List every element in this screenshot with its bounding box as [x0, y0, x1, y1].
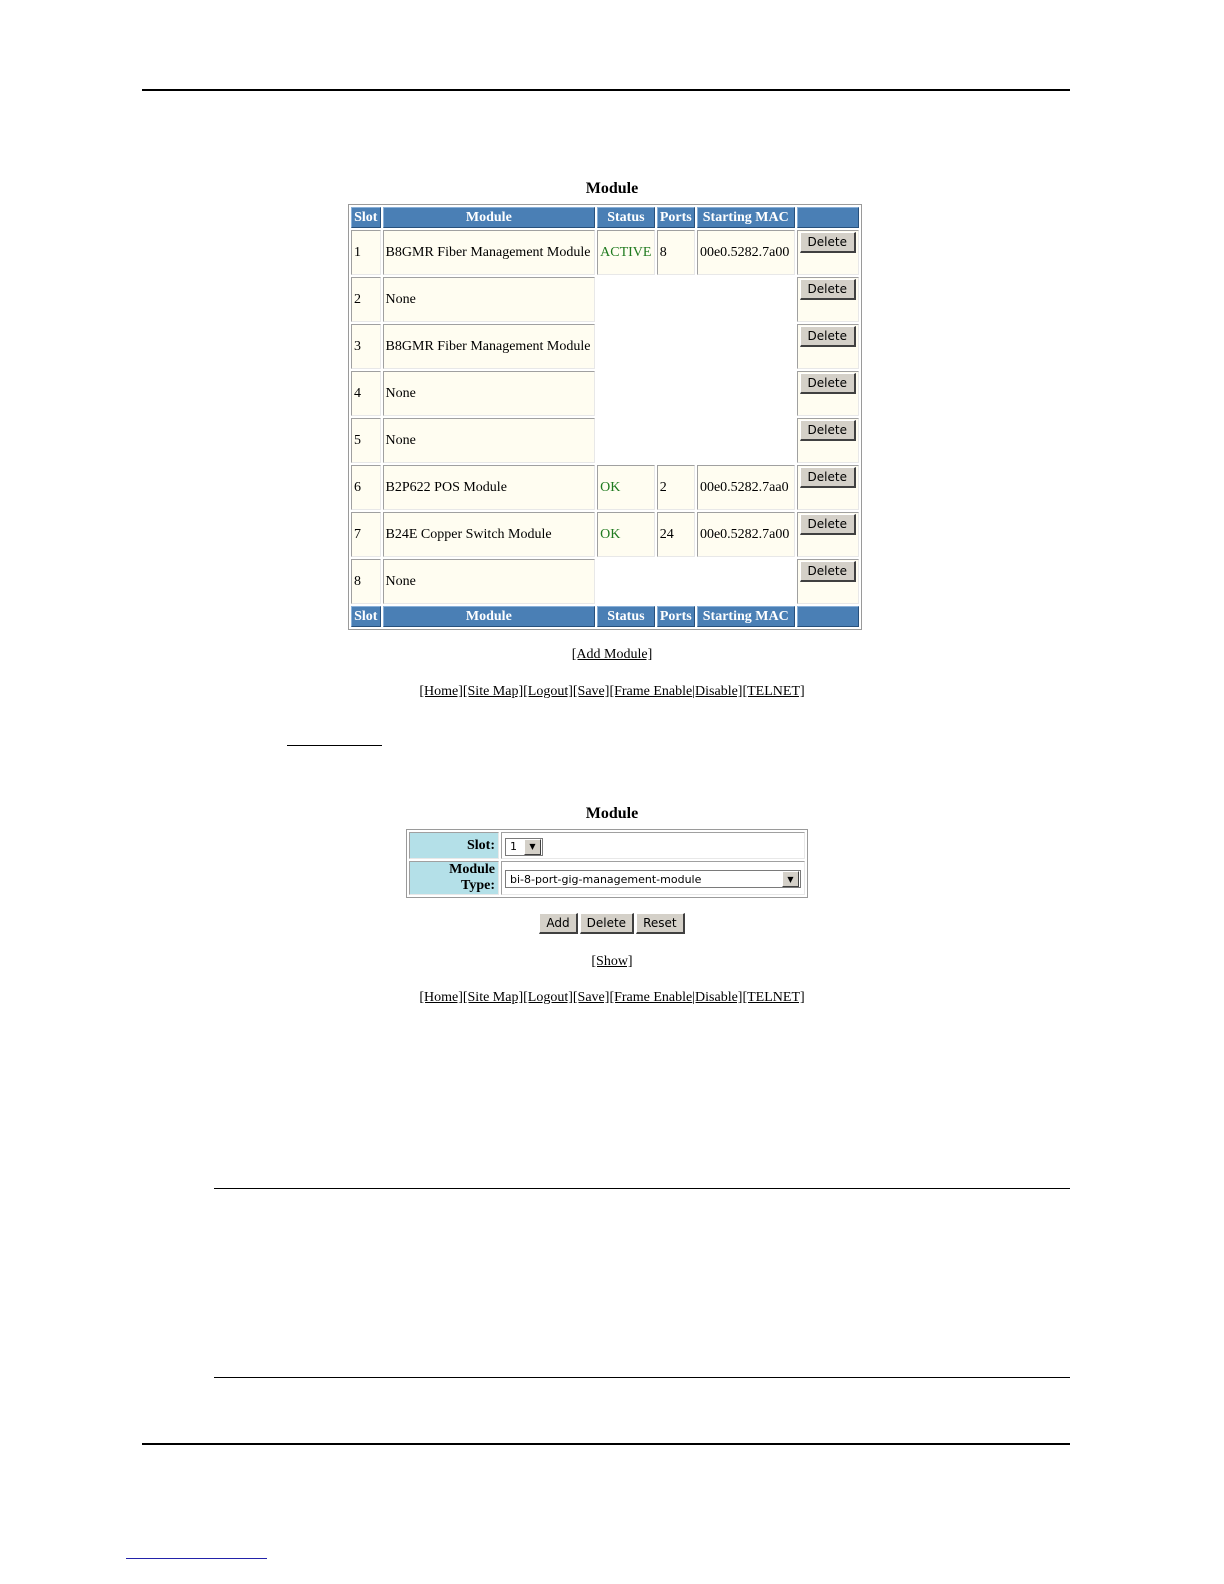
table-footer-row — [351, 606, 859, 627]
table-row — [351, 277, 859, 322]
chevron-down-icon[interactable]: ▼ — [524, 839, 541, 855]
header-action — [797, 207, 859, 228]
mac-cell: 00e0.5282.7a00 — [697, 512, 795, 557]
delete-row-button[interactable]: Delete — [800, 373, 856, 394]
note-top-rule — [214, 1188, 1070, 1189]
slot-cell — [501, 832, 805, 859]
slot-select-value: 1 — [510, 840, 517, 854]
empty-cell — [597, 418, 794, 463]
chevron-down-icon[interactable]: ▼ — [782, 871, 799, 887]
header-status: Status — [597, 207, 655, 228]
table-row — [351, 230, 859, 275]
action-cell — [797, 418, 859, 463]
module-cell: None — [383, 559, 596, 604]
telnet-link[interactable]: [TELNET] — [742, 990, 805, 1005]
footer-starting-mac: Starting MAC — [697, 606, 795, 627]
slot-cell: 3 — [351, 324, 381, 369]
add-module-link[interactable]: [Add Module] — [571, 647, 653, 662]
nav-links-2 — [0, 990, 1224, 1006]
show-link[interactable]: [Show] — [591, 954, 633, 969]
telnet-link[interactable]: [TELNET] — [742, 684, 805, 699]
module-type-select[interactable] — [505, 870, 801, 888]
save-link[interactable]: [Save] — [572, 684, 610, 699]
ports-cell: 2 — [657, 465, 695, 510]
status-cell: OK — [597, 512, 655, 557]
table-row — [351, 324, 859, 369]
action-cell — [797, 371, 859, 416]
slot-cell: 6 — [351, 465, 381, 510]
footer-module: Module — [383, 606, 596, 627]
logout-link[interactable]: [Logout] — [523, 990, 573, 1005]
slot-label: Slot: — [409, 832, 499, 859]
empty-cell — [597, 371, 794, 416]
module-cell: None — [383, 277, 596, 322]
action-cell — [797, 512, 859, 557]
status-cell: OK — [597, 465, 655, 510]
module-type-select-value: bi-8-port-gig-management-module — [510, 872, 702, 886]
frame-enable-link[interactable]: [Frame Enable — [609, 990, 693, 1005]
module-form-title: Module — [585, 805, 639, 822]
delete-row-button[interactable]: Delete — [800, 420, 856, 441]
frame-enable-link[interactable]: [Frame Enable — [609, 684, 693, 699]
slot-cell: 5 — [351, 418, 381, 463]
delete-row-button[interactable]: Delete — [800, 561, 856, 582]
slot-select[interactable] — [505, 838, 543, 856]
mac-cell: 00e0.5282.7aa0 — [697, 465, 795, 510]
module-cell: B2P622 POS Module — [383, 465, 596, 510]
footer-ports: Ports — [657, 606, 695, 627]
module-cell: B24E Copper Switch Module — [383, 512, 596, 557]
table-row — [351, 512, 859, 557]
action-cell — [797, 559, 859, 604]
save-link[interactable]: [Save] — [572, 990, 610, 1005]
table-row — [351, 559, 859, 604]
module-form-table — [406, 829, 808, 898]
module-cell: B8GMR Fiber Management Module — [383, 230, 596, 275]
slot-cell: 2 — [351, 277, 381, 322]
top-rule — [142, 89, 1070, 91]
footer-action — [797, 606, 859, 627]
empty-cell — [597, 277, 794, 322]
action-cell — [797, 324, 859, 369]
reset-button[interactable]: Reset — [636, 913, 685, 934]
slot-row — [409, 832, 805, 859]
note-bottom-rule — [214, 1377, 1070, 1378]
delete-button[interactable]: Delete — [580, 913, 634, 934]
delete-row-button[interactable]: Delete — [800, 279, 856, 300]
ports-cell: 8 — [657, 230, 695, 275]
slot-cell: 1 — [351, 230, 381, 275]
module-type-cell — [501, 861, 805, 895]
module-type-label: Module Type: — [409, 861, 499, 895]
form-button-row — [0, 912, 1224, 934]
delete-row-button[interactable]: Delete — [800, 514, 856, 535]
slot-cell: 4 — [351, 371, 381, 416]
empty-cell — [597, 324, 794, 369]
action-cell — [797, 277, 859, 322]
header-ports: Ports — [657, 207, 695, 228]
site-map-link[interactable]: [Site Map] — [462, 990, 524, 1005]
table-row — [351, 465, 859, 510]
bottom-rule — [142, 1443, 1070, 1445]
table-row — [351, 371, 859, 416]
header-module: Module — [383, 207, 596, 228]
action-cell — [797, 230, 859, 275]
delete-row-button[interactable]: Delete — [800, 326, 856, 347]
short-rule — [287, 745, 382, 746]
slot-cell: 7 — [351, 512, 381, 557]
footer-link-underline — [126, 1558, 267, 1559]
status-cell: ACTIVE — [597, 230, 655, 275]
logout-link[interactable]: [Logout] — [523, 684, 573, 699]
add-button[interactable]: Add — [539, 913, 577, 934]
delete-row-button[interactable]: Delete — [800, 467, 856, 488]
add-module-row — [0, 647, 1224, 663]
action-cell — [797, 465, 859, 510]
empty-cell — [597, 559, 794, 604]
site-map-link[interactable]: [Site Map] — [462, 684, 524, 699]
table-row — [351, 418, 859, 463]
module-cell: None — [383, 371, 596, 416]
module-cell: None — [383, 418, 596, 463]
module-cell: B8GMR Fiber Management Module — [383, 324, 596, 369]
module-type-row — [409, 861, 805, 895]
module-table — [348, 204, 862, 630]
slot-cell: 8 — [351, 559, 381, 604]
nav-links-1 — [0, 684, 1224, 700]
footer-slot: Slot — [351, 606, 381, 627]
footer-status: Status — [597, 606, 655, 627]
home-link[interactable]: [Home] — [419, 684, 463, 699]
header-slot: Slot — [351, 207, 381, 228]
frame-disable-link[interactable]: |Disable] — [692, 684, 743, 699]
mac-cell: 00e0.5282.7a00 — [697, 230, 795, 275]
frame-disable-link[interactable]: |Disable] — [692, 990, 743, 1005]
header-starting-mac: Starting MAC — [697, 207, 795, 228]
home-link[interactable]: [Home] — [419, 990, 463, 1005]
ports-cell: 24 — [657, 512, 695, 557]
show-row — [0, 954, 1224, 970]
delete-row-button[interactable]: Delete — [800, 232, 856, 253]
module-table-title: Module — [585, 180, 639, 197]
table-header-row — [351, 207, 859, 228]
